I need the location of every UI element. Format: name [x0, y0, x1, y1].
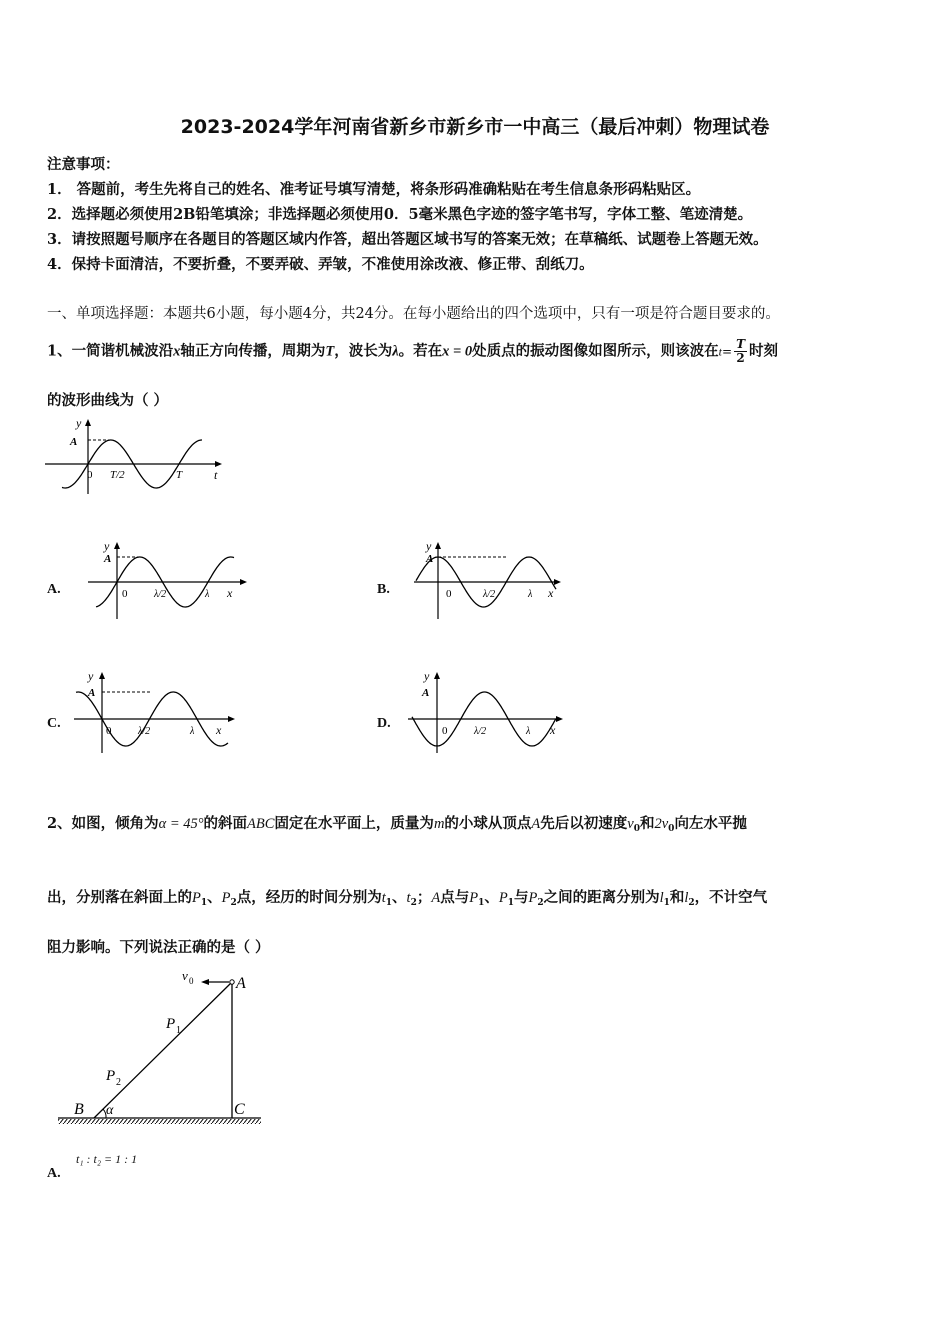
- svg-text:P: P: [106, 1068, 116, 1084]
- svg-text:C: C: [234, 1101, 245, 1118]
- svg-text:y: y: [424, 669, 430, 683]
- svg-text:y: y: [104, 539, 110, 553]
- svg-text:0: 0: [189, 976, 194, 986]
- graph-axis-label: t: [214, 468, 218, 482]
- svg-text:λ: λ: [526, 726, 531, 737]
- graph-half-label: T/2: [110, 469, 125, 481]
- svg-text:y: y: [88, 669, 94, 683]
- svg-text:v: v: [182, 968, 188, 983]
- notice-item: 3．请按照题号顺序在各题目的答题区域内作答，超出答题区域书写的答案无效；在草稿纸、试题卷上答题无效。: [47, 231, 768, 248]
- notice-item: 2．选择题必须使用2B铅笔填涂；非选择题必须使用0．5毫米黑色字迹的签字笔书写，字体工整、笔迹清楚。: [47, 206, 753, 223]
- option-c-label[interactable]: C.: [47, 716, 61, 731]
- q2-option-a-label[interactable]: A.: [47, 1166, 61, 1181]
- section-heading: 一、单项选择题：本题共6小题，每小题4分，共24分。在每小题给出的四个选项中，只有一项是符合题目要求的。: [47, 306, 780, 322]
- question-1-text: 1、一简谐机械波沿x轴正方向传播，周期为T，波长为λ。若在x = 0处质点的振动图像如图所示，则该波在t= $\frac{T}{2}$ 时刻: [47, 337, 778, 365]
- svg-text:0: 0: [122, 588, 128, 600]
- svg-text:λ: λ: [528, 589, 533, 600]
- svg-text:0: 0: [442, 725, 448, 737]
- question-2-line1: 2、如图，倾角为α = 45°的斜面ABC固定在水平面上，质量为m的小球从顶点A先后以初速度$v_0$和$2v_0$向左水平抛: [47, 815, 747, 834]
- svg-text:2: 2: [116, 1077, 121, 1088]
- question-1-line2: 的波形曲线为（ ）: [47, 392, 169, 409]
- graph-a-label: A: [70, 436, 78, 448]
- svg-text:0: 0: [106, 725, 112, 737]
- svg-text:λ/2: λ/2: [154, 589, 167, 600]
- option-b-graph: [410, 537, 570, 621]
- svg-text:A: A: [422, 687, 430, 699]
- option-b-label[interactable]: B.: [377, 582, 390, 597]
- option-d-label[interactable]: D.: [377, 716, 391, 731]
- graph-y-label: y: [76, 416, 82, 430]
- svg-text:x: x: [550, 723, 556, 737]
- svg-text:0: 0: [446, 588, 452, 600]
- notice-item: 4．保持卡面清洁，不要折叠，不要弄破、弄皱，不准使用涂改液、修正带、刮纸刀。: [47, 256, 594, 273]
- svg-text:λ: λ: [190, 726, 195, 737]
- question-2-line2: 出，分别落在斜面上的$P_1$、$P_2$点，经历的时间分别为$t_1$、$t_2$；A点与$P_1$、$P_1$与$P_2$之间的距离分别为$l_1$和$l_2$，不计空气: [47, 889, 768, 908]
- svg-text:λ/2: λ/2: [138, 726, 151, 737]
- svg-text:1: 1: [176, 1025, 181, 1036]
- svg-text:A: A: [236, 975, 246, 992]
- notice-heading: 注意事项：: [47, 156, 120, 173]
- page-title: 2023-2024学年河南省新乡市新乡市一中高三（最后冲刺）物理试卷: [180, 116, 770, 138]
- svg-text:P: P: [166, 1016, 176, 1032]
- option-a-graph: [84, 537, 254, 621]
- svg-text:A: A: [104, 553, 112, 565]
- graph-zero-label: 0: [87, 469, 93, 481]
- svg-text:x: x: [216, 723, 222, 737]
- option-d-graph: [404, 665, 574, 755]
- svg-text:α: α: [106, 1103, 114, 1118]
- svg-text:A: A: [426, 553, 434, 565]
- vibration-graph: [40, 414, 230, 496]
- graph-full-label: T: [176, 469, 183, 481]
- q2-option-a-text: t₁ : t₂ = 1 : 1: [76, 1152, 138, 1166]
- svg-text:B: B: [74, 1101, 84, 1118]
- svg-text:x: x: [548, 586, 554, 600]
- question-2-line3: 阻力影响。下列说法正确的是（ ）: [47, 939, 270, 956]
- svg-text:y: y: [426, 539, 432, 553]
- svg-text:x: x: [227, 586, 233, 600]
- svg-text:λ/2: λ/2: [474, 726, 487, 737]
- svg-text:A: A: [88, 687, 96, 699]
- incline-figure: [56, 968, 266, 1130]
- notice-item: 1． 答题前，考生先将自己的姓名、准考证号填写清楚，将条形码准确粘贴在考生信息条形码粘贴区。: [47, 181, 701, 198]
- fraction-t-half: $\frac{T}{2}$: [736, 337, 745, 365]
- svg-text:λ: λ: [205, 589, 210, 600]
- svg-text:λ/2: λ/2: [483, 589, 496, 600]
- option-c-graph: [70, 665, 240, 755]
- option-a-label[interactable]: A.: [47, 582, 61, 597]
